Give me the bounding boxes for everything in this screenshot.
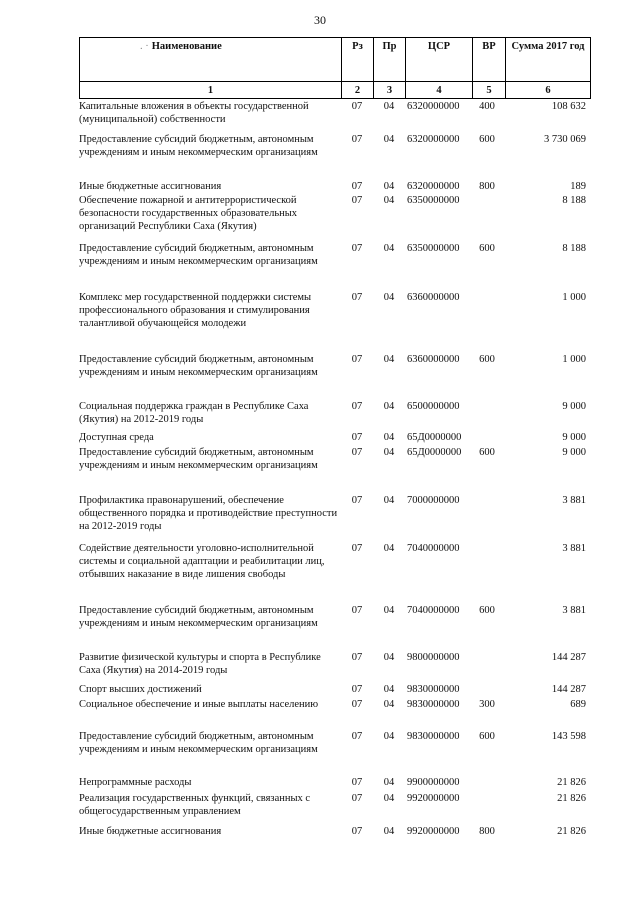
row-rz: 07 [351,826,363,837]
row-csr: 9830000000 [407,699,460,710]
row-pr: 04 [383,243,395,254]
header-rz: Рз [342,38,374,82]
row-name: Доступная среда [79,432,154,443]
row-name: Иные бюджетные ассигнования [79,826,222,837]
row-csr: 9920000000 [407,826,460,837]
row-pr: 04 [383,605,395,616]
row-pr: 04 [383,401,395,412]
header-num-4: 4 [406,82,473,99]
row-sum: 21 826 [557,826,586,837]
header-vr: ВР [473,38,506,82]
row-csr: 6320000000 [407,181,460,192]
row-sum: 108 632 [551,101,586,112]
row-vr: 600 [479,243,495,254]
row-sum: 1 000 [562,292,586,303]
row-csr: 6350000000 [407,243,460,254]
header-name: . · Наименование [80,38,342,82]
row-rz: 07 [351,605,363,616]
row-name: Социальная поддержка граждан в Республике Саха (Якутия) на 2012-2019 годы [79,401,309,425]
row-sum: 8 188 [562,243,586,254]
row-name: Содействие деятельности уголовно-исполнительной системы и социальной адаптации и реабилитации лиц, отбывших наказание в виде лишения свободы [79,543,325,580]
row-vr: 800 [479,181,495,192]
row-vr: 600 [479,447,495,458]
row-name: Реализация государственных функций, связанных с общегосударственным управлением [79,793,311,817]
row-pr: 04 [383,731,395,742]
row-sum: 9 000 [562,432,586,443]
row-name: Непрограммные расходы [79,777,192,788]
row-csr: 6500000000 [407,401,460,412]
row-rz: 07 [351,731,363,742]
row-name: Спорт высших достижений [79,684,202,695]
row-pr: 04 [383,777,395,788]
header-num-6: 6 [506,82,591,99]
row-name: Профилактика правонарушений, обеспечение общественного порядка и противодействие преступности на 2012-2019 годы [79,495,338,532]
row-name: Комплекс мер государственной поддержки системы профессионального образования и стимулирования талантливой обучающейся молодежи [79,292,312,329]
row-rz: 07 [351,401,363,412]
row-rz: 07 [351,292,363,303]
row-csr: 7000000000 [407,495,460,506]
row-rz: 07 [351,101,363,112]
row-vr: 800 [479,826,495,837]
row-pr: 04 [383,354,395,365]
row-csr: 9920000000 [407,793,460,804]
row-pr: 04 [383,101,395,112]
row-csr: 9900000000 [407,777,460,788]
row-name: Предоставление субсидий бюджетным, автономным учреждениям и иным некоммерческим организациям [79,134,318,158]
row-sum: 3 881 [562,543,586,554]
row-rz: 07 [351,684,363,695]
row-name: Иные бюджетные ассигнования [79,181,222,192]
row-vr: 600 [479,134,495,145]
row-name: Предоставление субсидий бюджетным, автономным учреждениям и иным некоммерческим организациям [79,354,318,378]
header-num-3: 3 [374,82,406,99]
row-vr: 300 [479,699,495,710]
row-sum: 1 000 [562,354,586,365]
row-csr: 9830000000 [407,731,460,742]
row-csr: 6360000000 [407,354,460,365]
row-name: Предоставление субсидий бюджетным, автономным учреждениям и иным некоммерческим организациям [79,447,318,471]
row-sum: 21 826 [557,793,586,804]
row-pr: 04 [383,826,395,837]
header-num-1: 1 [80,82,342,99]
row-rz: 07 [351,652,363,663]
row-rz: 07 [351,243,363,254]
row-sum: 144 287 [551,684,586,695]
row-name: Обеспечение пожарной и антитеррористической безопасности государственных образовательных организаций Республики Саха (Якутия) [79,195,298,232]
row-sum: 189 [570,181,586,192]
header-sum: Сумма 2017 год [506,38,591,82]
row-csr: 9800000000 [407,652,460,663]
row-csr: 6360000000 [407,292,460,303]
row-vr: 600 [479,354,495,365]
row-pr: 04 [383,495,395,506]
header-pr: Пр [374,38,406,82]
row-sum: 144 287 [551,652,586,663]
row-csr: 9830000000 [407,684,460,695]
row-csr: 65Д0000000 [407,447,462,458]
row-csr: 6350000000 [407,195,460,206]
header-num-2: 2 [342,82,374,99]
row-pr: 04 [383,793,395,804]
row-rz: 07 [351,495,363,506]
row-vr: 600 [479,605,495,616]
row-rz: 07 [351,777,363,788]
row-csr: 65Д0000000 [407,432,462,443]
row-name: Предоставление субсидий бюджетным, автономным учреждениям и иным некоммерческим организациям [79,605,318,629]
row-name: Развитие физической культуры и спорта в Республике Саха (Якутия) на 2014-2019 годы [79,652,321,676]
row-sum: 9 000 [562,447,586,458]
page-number: 30 [314,13,326,27]
row-pr: 04 [383,699,395,710]
row-rz: 07 [351,793,363,804]
row-vr: 400 [479,101,495,112]
row-pr: 04 [383,134,395,145]
row-sum: 9 000 [562,401,586,412]
header-num-5: 5 [473,82,506,99]
row-csr: 7040000000 [407,543,460,554]
row-rz: 07 [351,195,363,206]
row-rz: 07 [351,699,363,710]
row-sum: 3 881 [562,605,586,616]
row-pr: 04 [383,447,395,458]
row-vr: 600 [479,731,495,742]
row-csr: 6320000000 [407,101,460,112]
header-csr: ЦСР [406,38,473,82]
row-sum: 3 730 069 [544,134,586,145]
row-sum: 21 826 [557,777,586,788]
row-rz: 07 [351,134,363,145]
row-sum: 8 188 [562,195,586,206]
row-pr: 04 [383,181,395,192]
row-pr: 04 [383,543,395,554]
row-name: Предоставление субсидий бюджетным, автономным учреждениям и иным некоммерческим организациям [79,243,318,267]
row-rz: 07 [351,181,363,192]
header-name-label: Наименование [151,41,222,52]
row-rz: 07 [351,447,363,458]
row-name: Предоставление субсидий бюджетным, автономным учреждениям и иным некоммерческим организациям [79,731,318,755]
row-pr: 04 [383,195,395,206]
row-name: Капитальные вложения в объекты государственной (муниципальной) собственности [79,101,309,125]
row-sum: 689 [570,699,586,710]
row-rz: 07 [351,543,363,554]
row-name: Социальное обеспечение и иные выплаты населению [79,699,319,710]
row-sum: 143 598 [551,731,586,742]
row-pr: 04 [383,684,395,695]
row-pr: 04 [383,652,395,663]
row-pr: 04 [383,292,395,303]
row-rz: 07 [351,354,363,365]
row-sum: 3 881 [562,495,586,506]
row-csr: 7040000000 [407,605,460,616]
row-csr: 6320000000 [407,134,460,145]
row-pr: 04 [383,432,395,443]
row-rz: 07 [351,432,363,443]
